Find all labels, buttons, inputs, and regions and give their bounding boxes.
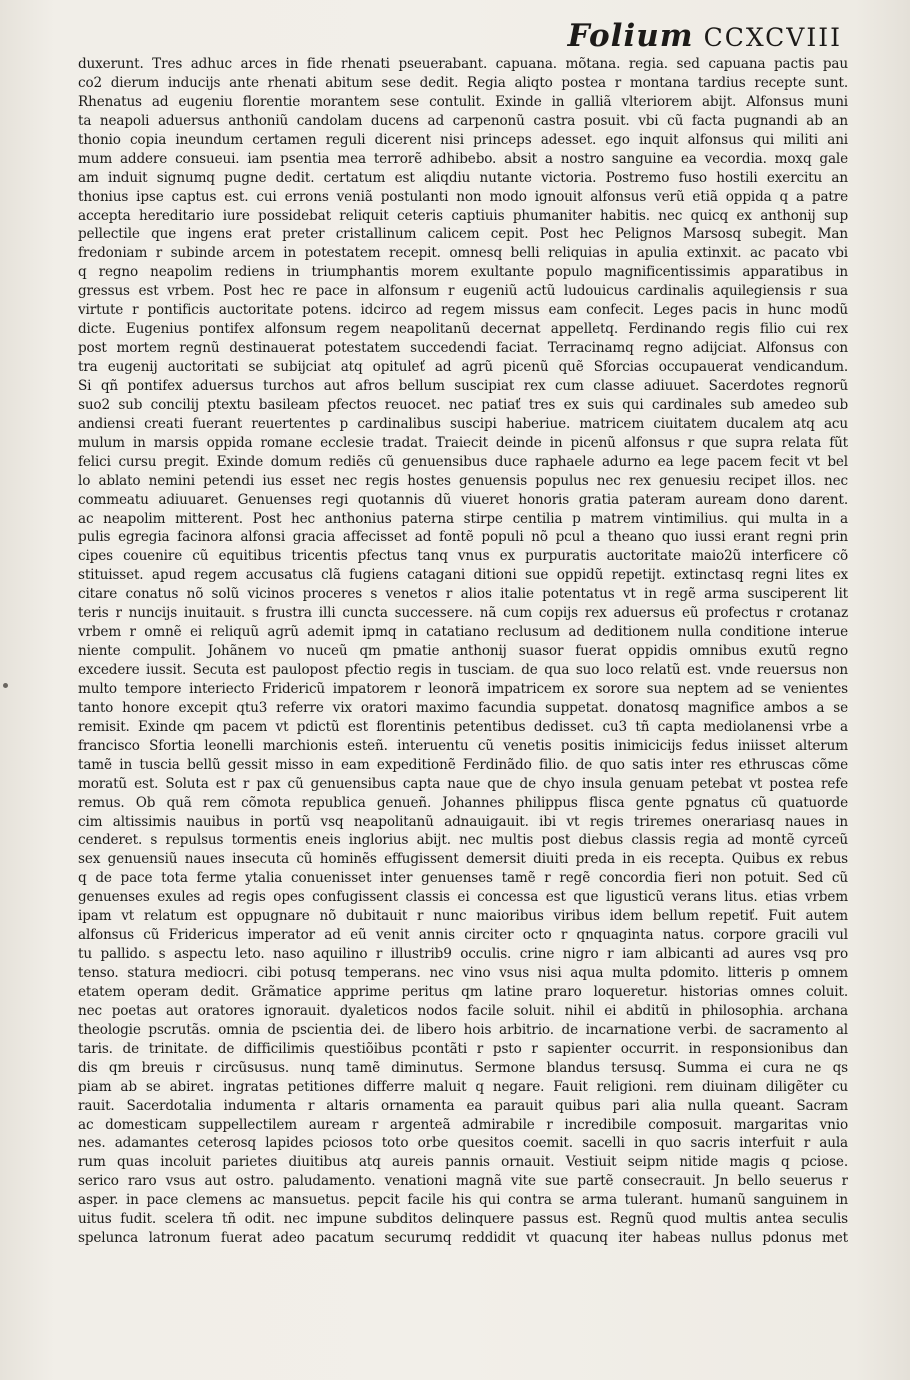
folio-header bbox=[568, 18, 842, 54]
text-line: tu pallido. s aspectu leto. naso aquilino r illustrib9 occulis. crine nigro r iam albicanti ad aures vsq pro bbox=[78, 946, 848, 963]
text-line: spelunca latronum fuerat adeo pacatum securumq reddidit vt quacunq iter habeas nullus pdonus met bbox=[78, 1230, 848, 1247]
text-line: accepta hereditario iure possidebat reliquit ceteris captiuis phumaniter habitis. nec quicq ex anthonij sup bbox=[78, 207, 848, 224]
text-line: excedere iussit. Secuta est paulopost pfectio regis in tusciam. de qua suo loco relatũ est. vnde reuersus non bbox=[78, 662, 848, 678]
text-line: sex genuensiũ naues insecuta cũ hominẽs effugissent demersit diuiti preda in eis recepta. Quibus ex rebus bbox=[78, 851, 848, 868]
text-line: remisit. Exinde qm pacem vt pdictũ est florentinis petentibus dedisset. cu3 tñ capta mediolanensi vrbe a bbox=[78, 718, 848, 735]
text-line: thonio copia ineundum certamen reguli dicerent nisi princeps adesset. ego inquit alfonsus qui militi ani bbox=[78, 131, 848, 148]
text-line: nec poetas aut oratores ignorauit. dyaleticos nodos facile soluit. nihil ei abditũ in philosophia. archana bbox=[78, 1002, 848, 1019]
text-line: alfonsus cũ Fridericus imperator ad eũ venit annis circiter octo r qnquaginta natus. corpore gracili vul bbox=[78, 927, 848, 944]
text-line: dis qm breuis r circũsusus. nunq tamẽ diminutus. Sermone blandus tersusq. Summa ei cura ne qs bbox=[78, 1059, 848, 1076]
text-line: thonius ipse captus est. cui errons veniã postulanti non modo ignouit alfonsus verũ etiã oppida q a patre bbox=[78, 188, 848, 205]
text-line: moratũ est. Soluta est r pax cũ genuensibus capta naue que de chyo insula genuam petebat vt postea refe bbox=[78, 775, 848, 792]
text-line: felici cursu pregit. Exinde domum rediẽs cũ genuensibus duce raphaele adurno ea lege pacem fecit vt bel bbox=[78, 453, 848, 470]
text-line: suo2 sub concilij ptextu basileam pfectos reuocet. nec patiať tres ex suis qui cardinales sub amedeo sub bbox=[78, 396, 848, 413]
text-line: uitus fudit. scelera tñ odit. nec impune subditos delinquere passus est. Regnũ quod multis antea seculis bbox=[78, 1211, 848, 1228]
text-line: citare conatus nõ solũ vicinos proceres s venetos r alios italie potentatus vt in regẽ arma susciperent lit bbox=[78, 586, 848, 603]
text-line: cipes couenire cũ equitibus tricentis pfectus tanq vnus ex purpuratis auctoritate maio2ũ interficere cõ bbox=[78, 548, 848, 565]
text-line: pellectile que ingens erat preter cristallinum calicem cepit. Post hec Pelignos Marsosq subegit. Man bbox=[78, 226, 848, 243]
body-text bbox=[78, 55, 848, 1248]
text-line: asper. in pace clemens ac mansuetus. pepcit facile his qui contra se arma tulerant. humanũ sanguinem in bbox=[78, 1192, 848, 1209]
folio-number: CCXCVIII bbox=[703, 23, 842, 52]
text-line: dicte. Eugenius pontifex alfonsum regem neapolitanũ decernat appelletq. Ferdinando regis filio cui rex bbox=[78, 321, 848, 338]
text-line: serico raro vsus aut ostro. paludamento. venationi magnã vite sue partẽ consecrauit. Jn bello seuerus r bbox=[78, 1173, 848, 1190]
text-line: ipam vt relatum est oppugnare nõ dubitauit r nunc maioribus viribus idem bellum repetiť. Fuit autem bbox=[78, 908, 848, 925]
text-line: niente compulit. Johãnem vo nuceũ qm pmatie anthonij suasor fuerat oppidis omnibus exutũ regno bbox=[78, 643, 848, 660]
text-line: rauit. Sacerdotalia indumenta r altaris ornamenta ea parauit quibus pari alia nulla queant. Sacram bbox=[78, 1097, 848, 1114]
text-line: am induit signumq pugne dedit. certatum est aliqdiu nutante victoria. Postremo fuso hostili exercitu an bbox=[78, 169, 848, 186]
text-line: multo tempore interiecto Fridericũ impatorem r leonorã impatricem ex sorore sua neptem ad se venientes bbox=[78, 680, 848, 697]
text-line: Si qñ pontifex aduersus turchos aut afros bellum suscipiat rex cum classe adiuuet. Sacerdotes regnorũ bbox=[78, 377, 848, 394]
text-line: mulum in marsis oppida romane ecclesie tradat. Traiecit deinde in picenũ alfonsus r que supra relata fũt bbox=[78, 434, 848, 451]
text-line: tamẽ in tuscia bellũ gessit misso in eam expeditionẽ Ferdinãdo filio. de quo satis inter res ethruscas cõme bbox=[78, 756, 848, 773]
text-line: cim altissimis nauibus in portũ vsq neapolitanũ adnauigauit. ibi vt regis triremes onerariasq naues in bbox=[78, 813, 848, 830]
text-line: stituisset. apud regem accusatus clã fugiens catagani ditioni sue oppidũ repetijt. extinctasq regni lites ex bbox=[78, 567, 848, 584]
text-line: ac neapolim mitterent. Post hec anthonius paterna stirpe centilia p matrem vintimilius. qui multa in a bbox=[78, 510, 848, 527]
text-line: tenso. statura mediocri. cibi potusq temperans. nec vino vsus nisi aqua multa pdomito. litteris p omnem bbox=[78, 965, 848, 981]
text-line: q regno neapolim rediens in triumphantis morem exultante populo magnificentissimis apparatibus in bbox=[78, 264, 848, 281]
text-line: post mortem regnũ destinauerat potestatem succedendi faciat. Terracinamq regno adijciat. Alfonsus con bbox=[78, 340, 848, 357]
text-line: etatem operam dedit. Grãmatice apprime peritus qm latine praro loqueretur. historias omnes coluit. bbox=[78, 983, 848, 1000]
text-line: gressus est vrbem. Post hec re pace in alfonsum r eugeniũ actũ ludouicus cardinalis aquilegiensis r sua bbox=[78, 283, 848, 300]
text-line: genuenses exules ad regis opes confugissent classis ei concessa est que ligusticũ verans litus. etias vrbem bbox=[78, 889, 848, 906]
text-line: fredoniam r subinde arcem in potestatem recepit. omnesq belli reliquias in apulia extinxit. ac pacato vbi bbox=[78, 245, 848, 262]
text-line: rum quas incoluit parietes diuitibus atq aureis pannis ornauit. Vestiuit seipm nitide magis q pciose. bbox=[78, 1154, 848, 1171]
folio-word: Folium bbox=[567, 18, 694, 54]
text-line: virtute r pontificis auctoritate potens. idcirco ad regem missus eam confecit. Leges pacis in hunc modũ bbox=[78, 302, 848, 319]
text-line: pulis egregia facinora alfonsi gracia affecisset ad fontẽ populi nõ pcul a theano quo iussi erant regni prin bbox=[78, 529, 848, 546]
text-line: nes. adamantes ceterosq lapides pciosos toto orbe quesitos coemit. sacelli in quo sacris interfuit r aula bbox=[78, 1135, 848, 1152]
text-line: mum addere consueui. iam psentia mea terrorẽ adhibebo. absit a nostro sanguine ea vecordia. moxq gale bbox=[78, 150, 848, 167]
text-line: tanto honore excepit qtu3 referre vix oratori maximo facundia suppetat. donatosq magnifice ambos a se bbox=[78, 699, 848, 716]
text-line: q de pace tota ferme ytalia conuenisset inter genuenses tamẽ r regẽ concordia fieri non potuit. Sed cũ bbox=[78, 870, 848, 887]
text-line: ta neapoli aduersus anthoniũ candolam ducens ad carpenonũ castra posuit. vbi cũ facta pugnandi ab an bbox=[78, 112, 848, 129]
text-line: piam ab se abiret. ingratas petitiones differre maluit q negare. Fauit religioni. rem diuinam diligẽter cu bbox=[78, 1078, 848, 1095]
text-line: duxerunt. Tres adhuc arces in fide rhenati pseuerabant. capuana. mõtana. regia. sed capuana pactis pau bbox=[78, 56, 848, 72]
text-line: teris r nuncijs inuitauit. s frustra illi cuncta successere. nã cum copijs rex aduersus eũ profectus r crotanaz bbox=[78, 605, 848, 622]
text-line: ac domesticam suppellectilem auream r argenteã admirabile r incredibile composuit. margaritas vnio bbox=[78, 1116, 848, 1133]
text-line: Rhenatus ad eugeniu florentie morantem sese contulit. Exinde in galliã vlteriorem abijt. Alfonsus muni bbox=[78, 93, 848, 110]
text-line: vrbem r omnẽ ei reliquũ agrũ ademit ipmq in catatiano reclusum ad deditionem nulla conditione interue bbox=[78, 624, 848, 641]
text-line: lo ablato nemini petendi ius esset nec regis hostes genuensis populus nec rex genuesiu recipet illos. nec bbox=[78, 472, 848, 489]
text-line: tra eugenij auctoritati se subijciat atq opituleť ad agrũ picenũ quẽ Sforcias occupauerat vendicandum. bbox=[78, 359, 848, 375]
text-line: cenderet. s repulsus tormentis eneis inglorius abijt. nec multis post diebus classis regia ad montẽ cyrceũ bbox=[78, 832, 848, 849]
text-line: commeatu adiuuaret. Genuenses regi quotannis dũ viueret honoris gratia pateram auream dono darent. bbox=[78, 491, 848, 508]
text-line: co2 dierum inducijs ante rhenati abitum sese dedit. Regia aliqto postea r montana tardius recepte sunt. bbox=[78, 74, 848, 91]
margin-mark bbox=[3, 683, 8, 688]
text-line: francisco Sfortia leonelli marchionis esteñ. interuentu cũ venetis positis inimicicijs fedus iniisset alterum bbox=[78, 737, 848, 754]
text-line: remus. Ob quã rem cõmota republica genueñ. Johannes philippus flisca gente pgnatus cũ quatuorde bbox=[78, 794, 848, 811]
text-line: andiensi creati fuerant reuertentes p cardinalibus suscipi haberiue. matricem ciuitatem ducalem atq acu bbox=[78, 415, 848, 432]
text-line: taris. de trinitate. de difficilimis questiõibus pcontãti r psto r sapienter occurrit. in responsionibus dan bbox=[78, 1040, 848, 1057]
text-line: theologie pscrutãs. omnia de pscientia dei. de libero hois arbitrio. de incarnatione verbi. de sacramento al bbox=[78, 1021, 848, 1038]
